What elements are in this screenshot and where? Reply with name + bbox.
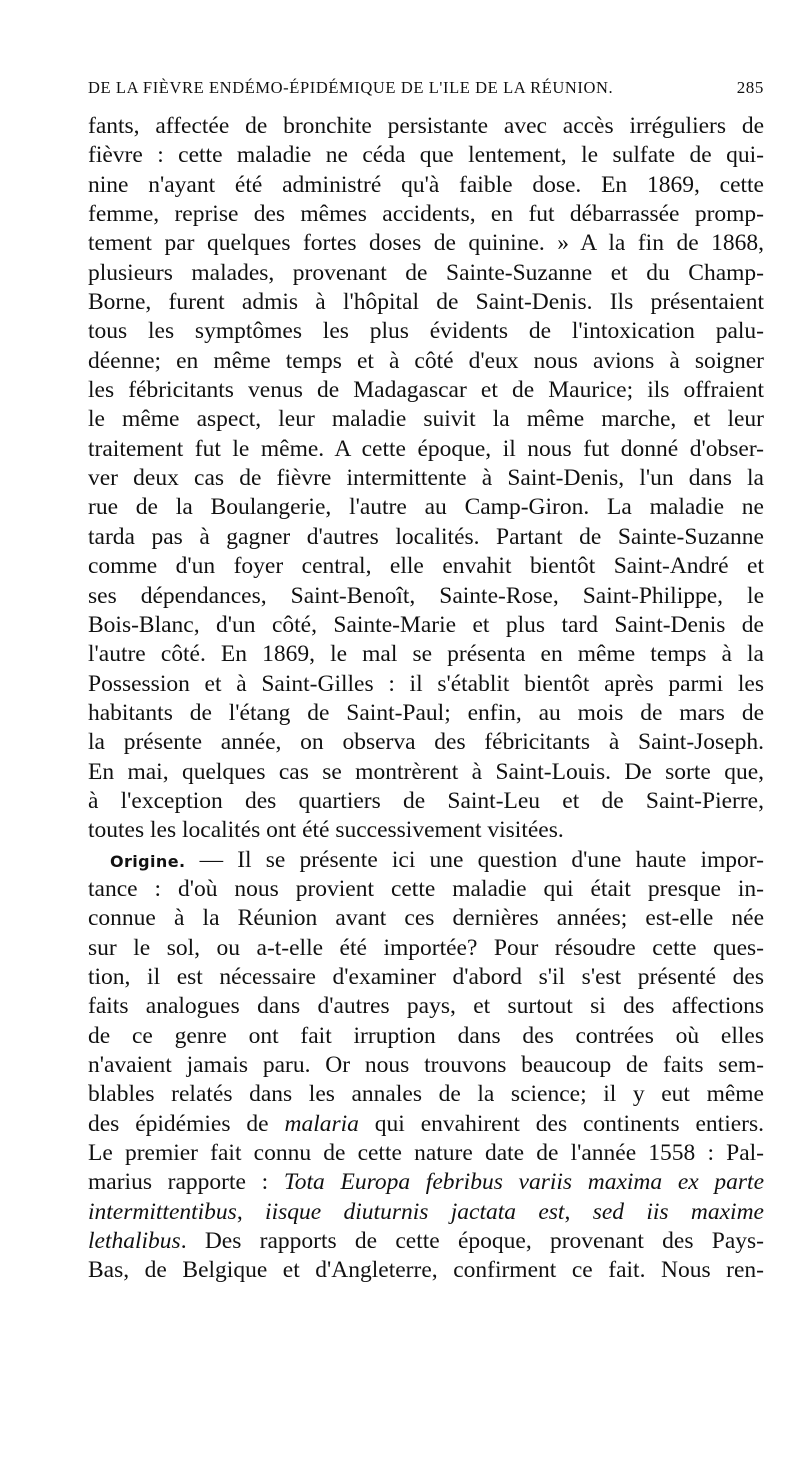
text-line: déenne; en même temps et à côté d'eux nous avions à soigner: [88, 347, 764, 374]
text-line: tance : d'où nous provient cette maladie qui était presque in-: [88, 875, 764, 902]
text-line: femme, reprise des mêmes accidents, en fut débarrassée promp-: [88, 201, 764, 228]
text-line: toutes les localités ont été successivement visitées.: [88, 817, 564, 844]
text-line: la présente année, on observa des fébricitants à Saint-Joseph.: [88, 729, 764, 756]
latin-quote: sed iis maxime: [592, 1198, 764, 1225]
text-fragment: ,: [564, 1198, 593, 1225]
text-line: traitement fut le même. A cette époque, il nous fut donné d'obser-: [88, 435, 764, 462]
text-fragment: des épidémies de: [88, 1110, 285, 1137]
text-line: Possession et à Saint-Gilles : il s'établit bientôt après parmi les: [88, 670, 764, 697]
text-line: faits analogues dans d'autres pays, et surtout si des affections: [88, 993, 764, 1020]
running-header: [88, 78, 764, 104]
text-fragment: qui envahirent des continents entiers.: [358, 1110, 764, 1137]
text-line: les fébricitants venus de Madagascar et de Maurice; ils offraient: [88, 377, 764, 404]
text-line: Borne, furent admis à l'hôpital de Saint-Denis. Ils présentaient: [88, 289, 764, 316]
text-fragment: . Des rapports de cette époque, provenant des Pays-: [180, 1228, 764, 1255]
latin-quote: intermittentibus: [88, 1198, 237, 1225]
text-line: à l'exception des quartiers de Saint-Leu et de Saint-Pierre,: [88, 787, 764, 814]
text-line: [88, 1110, 764, 1139]
italic-term: malaria: [284, 1110, 359, 1137]
text-line: n'avaient jamais paru. Or nous trouvons beaucoup de faits sem-: [88, 1052, 764, 1078]
running-title: DE LA FIÈVRE ENDÉMO-ÉPIDÉMIQUE DE L'ILE DE LA RÉUNION.: [88, 78, 614, 97]
text-line: habitants de l'étang de Saint-Paul; enfin, au mois de mars de: [88, 699, 764, 726]
text-line: rue de la Boulangerie, l'autre au Camp-Giron. La maladie ne: [88, 494, 764, 521]
text-line: ver deux cas de fièvre intermittente à Saint-Denis, l'un dans la: [88, 465, 764, 492]
text-line: l'autre côté. En 1869, le mal se présenta en même temps à la: [88, 641, 764, 668]
text-line: fants, affectée de bronchite persistante avec accès irréguliers de: [88, 113, 764, 139]
text-line: le même aspect, leur maladie suivit la même marche, et leur: [88, 406, 764, 433]
text-line: Bois-Blanc, d'un côté, Sainte-Marie et plus tard Saint-Denis de: [88, 611, 764, 638]
text-line: Le premier fait connu de cette nature date de l'année 1558 : Pal-: [88, 1140, 764, 1167]
text-line: plusieurs malades, provenant de Sainte-Suzanne et du Champ-: [88, 259, 764, 286]
text-line: de ce genre ont fait irruption dans des contrées où elles: [88, 1022, 764, 1049]
text-line: ses dépendances, Saint-Benoît, Sainte-Rose, Saint-Philippe, le: [88, 582, 764, 609]
text-line: tous les symptômes les plus évidents de l'intoxication palu-: [88, 318, 764, 345]
text-fragment: marius rapporte :: [88, 1169, 284, 1196]
text-line: blables relatés dans les annales de la science; il y eut même: [88, 1081, 764, 1108]
text-fragment: ,: [236, 1198, 266, 1225]
section-first-line-text: — Il se présente ici une question d'une haute impor-: [185, 846, 764, 873]
text-line: [88, 1198, 764, 1227]
text-line: [88, 1227, 764, 1256]
body-text: [88, 112, 764, 1286]
section-heading: Origine.: [110, 851, 186, 871]
text-line: tion, il est nécessaire d'examiner d'abord s'il s'est présenté des: [88, 963, 764, 990]
text-line: sur le sol, ou a-t-elle été importée? Pour résoudre cette ques-: [88, 934, 764, 961]
text-line: tement par quelques fortes doses de quinine. » A la fin de 1868,: [88, 230, 764, 257]
text-line: fièvre : cette maladie ne céda que lentement, le sulfate de qui-: [88, 142, 764, 169]
latin-quote: Tota Europa febribus variis maxima ex parte: [283, 1169, 764, 1196]
text-line: Bas, de Belgique et d'Angleterre, confirment ce fait. Nous ren-: [88, 1257, 764, 1284]
text-line: comme d'un foyer central, elle envahit bientôt Saint-André et: [88, 553, 764, 580]
text-line: nine n'ayant été administré qu'à faible dose. En 1869, cette: [88, 171, 764, 198]
page-number: 285: [736, 78, 764, 97]
text-line: connue à la Réunion avant ces dernières années; est-elle née: [88, 905, 764, 932]
latin-quote: iisque diuturnis jactata est: [265, 1198, 565, 1225]
text-line: En mai, quelques cas se montrèrent à Saint-Louis. De sorte que,: [88, 758, 764, 785]
section-first-line: [88, 846, 764, 875]
text-line: tarda pas à gagner d'autres localités. Partant de Sainte-Suzanne: [88, 523, 764, 550]
text-line: [88, 1168, 764, 1197]
latin-quote: lethalibus: [88, 1228, 181, 1255]
